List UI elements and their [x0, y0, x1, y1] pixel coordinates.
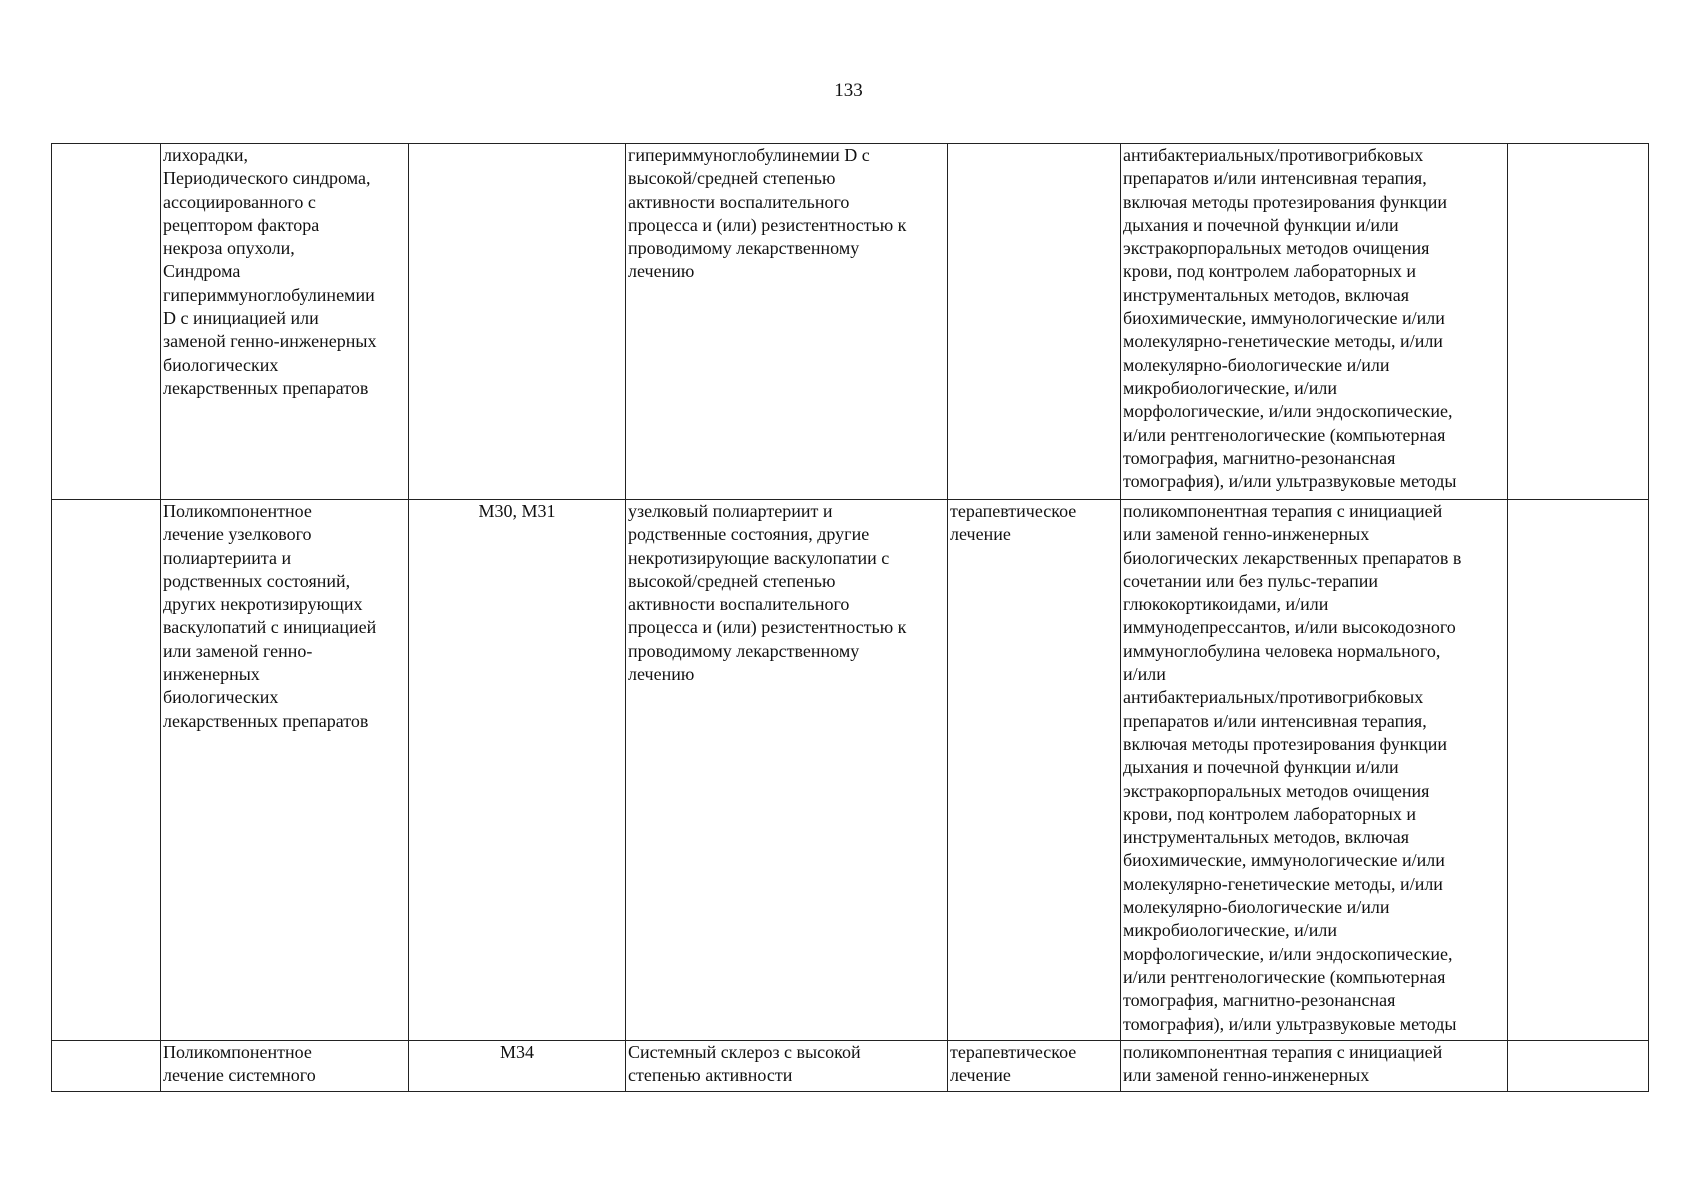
cell-icd-code: M30, M31 — [409, 500, 626, 1041]
cell-number — [52, 1041, 161, 1092]
cell-cost-norm — [1508, 144, 1649, 500]
cell-icd-code — [409, 144, 626, 500]
cell-patient-model: узелковый полиартериит и родственные состояния, другие некротизирующие васкулопатии с высокой/средней степенью активности воспалительного процесса и (или) резистентностью к проводимому лекарственному лечению — [626, 500, 948, 1041]
table-row — [52, 144, 1649, 500]
cell-icd-code: M34 — [409, 1041, 626, 1092]
cell-treatment-name: лихорадки, Периодического синдрома, ассоциированного с рецептором фактора некроза опухоли, Синдрома гипериммуноглобулинемии D с инициацией или заменой генно-инженерных биологических лекарственных препаратов — [161, 144, 409, 500]
cell-treatment-name: Поликомпонентное лечение узелкового полиартериита и родственных состояний, других некротизирующих васкулопатий с инициацией или заменой генно- инженерных биологических лекарственных препаратов — [161, 500, 409, 1041]
cell-treatment-method: поликомпонентная терапия с инициацией или заменой генно-инженерных — [1121, 1041, 1508, 1092]
cell-treatment-type: терапевтическое лечение — [948, 500, 1121, 1041]
cell-cost-norm — [1508, 1041, 1649, 1092]
page-number: 133 — [834, 80, 863, 101]
table-row — [52, 1041, 1649, 1092]
cell-number — [52, 144, 161, 500]
cell-treatment-type — [948, 144, 1121, 500]
cell-cost-norm — [1508, 500, 1649, 1041]
cell-patient-model: гипериммуноглобулинемии D с высокой/средней степенью активности воспалительного процесса и (или) резистентностью к проводимому лекарственному лечению — [626, 144, 948, 500]
cell-treatment-name: Поликомпонентное лечение системного — [161, 1041, 409, 1092]
cell-treatment-method: антибактериальных/противогрибковых препаратов и/или интенсивная терапия, включая методы протезирования функции дыхания и почечной функции и/или экстракорпоральных методов очищения крови, под контролем лабораторных и инструментальных методов, включая биохимические, иммунологические и/или молекулярно-генетические методы, и/или молекулярно-биологические и/или микробиологические, и/или морфологические, и/или эндоскопические, и/или рентгенологические (компьютерная томография, магнитно-резонансная томография), и/или ультразвуковые методы — [1121, 144, 1508, 500]
cell-treatment-method: поликомпонентная терапия с инициацией или заменой генно-инженерных биологических лекарственных препаратов в сочетании или без пульс-терапии глюкокортикоидами, и/или иммунодепрессантов, и/или высокодозного иммуноглобулина человека нормального, и/или антибактериальных/противогрибковых препаратов и/или интенсивная терапия, включая методы протезирования функции дыхания и почечной функции и/или экстракорпоральных методов очищения крови, под контролем лабораторных и инструментальных методов, включая биохимические, иммунологические и/или молекулярно-генетические методы, и/или молекулярно-биологические и/или микробиологические, и/или морфологические, и/или эндоскопические, и/или рентгенологические (компьютерная томография, магнитно-резонансная томография), и/или ультразвуковые методы — [1121, 500, 1508, 1041]
cell-treatment-type: терапевтическое лечение — [948, 1041, 1121, 1092]
table-row — [52, 500, 1649, 1041]
treatment-table — [51, 143, 1649, 1092]
cell-patient-model: Системный склероз с высокой степенью активности — [626, 1041, 948, 1092]
cell-number — [52, 500, 161, 1041]
